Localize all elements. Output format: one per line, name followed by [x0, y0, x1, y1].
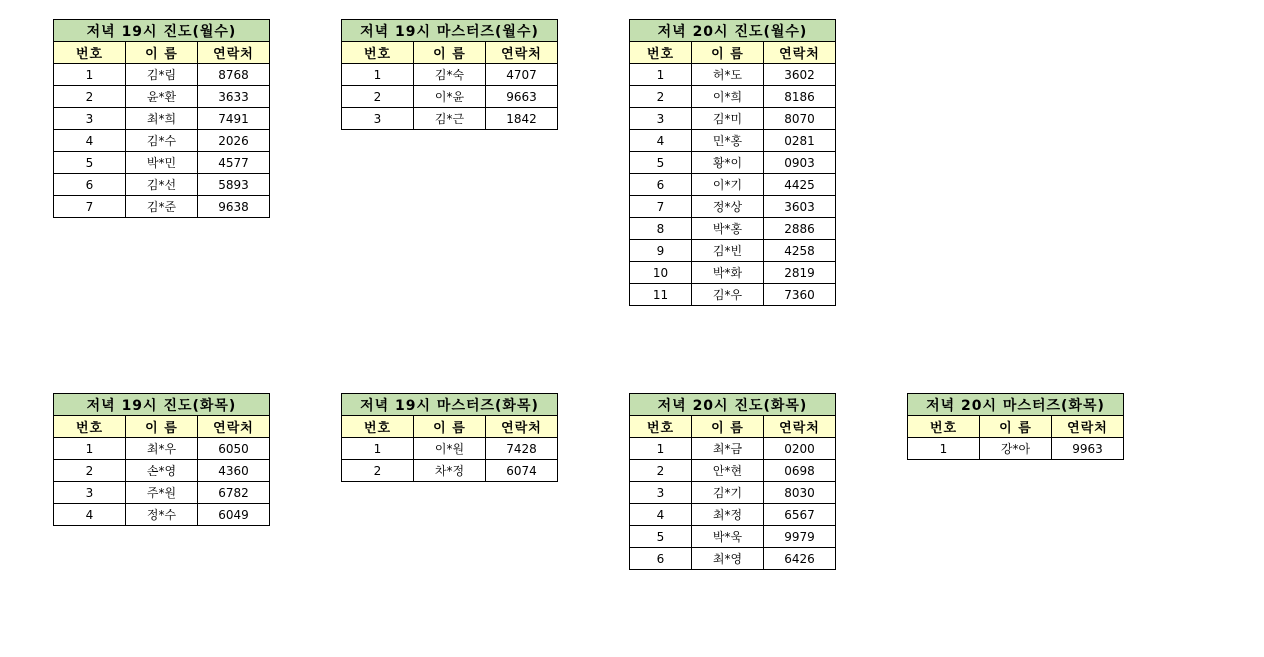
table-row: [342, 64, 558, 86]
table-row: [630, 526, 836, 548]
table-row: [630, 130, 836, 152]
table-title: 저녁 19시 진도(월수): [54, 20, 270, 42]
column-header-name: 이 름: [126, 42, 198, 64]
table-row: [630, 240, 836, 262]
cell-number[interactable]: 10: [630, 262, 692, 284]
cell-name[interactable]: 김*근: [414, 108, 486, 130]
cell-number[interactable]: 1: [54, 64, 126, 86]
cell-contact[interactable]: 9979: [764, 526, 836, 548]
cell-contact[interactable]: 6074: [486, 460, 558, 482]
cell-name[interactable]: 정*상: [692, 196, 764, 218]
cell-contact[interactable]: 0903: [764, 152, 836, 174]
column-header-name: 이 름: [414, 42, 486, 64]
cell-contact[interactable]: 3602: [764, 64, 836, 86]
column-header-number: 번호: [54, 416, 126, 438]
cell-number[interactable]: 6: [630, 174, 692, 196]
roster-table: [53, 393, 270, 526]
table-row: [54, 86, 270, 108]
table-title: 저녁 20시 진도(월수): [630, 20, 836, 42]
table-row: [54, 482, 270, 504]
cell-contact[interactable]: 8186: [764, 86, 836, 108]
cell-number[interactable]: 1: [630, 438, 692, 460]
cell-name[interactable]: 윤*환: [126, 86, 198, 108]
cell-name[interactable]: 김*선: [126, 174, 198, 196]
cell-number[interactable]: 7: [54, 196, 126, 218]
cell-name[interactable]: 김*빈: [692, 240, 764, 262]
column-header-name: 이 름: [692, 416, 764, 438]
cell-number[interactable]: 5: [630, 152, 692, 174]
column-header-contact: 연락처: [1052, 416, 1124, 438]
column-header-number: 번호: [630, 42, 692, 64]
cell-number[interactable]: 3: [342, 108, 414, 130]
cell-contact[interactable]: 7360: [764, 284, 836, 306]
cell-name[interactable]: 박*욱: [692, 526, 764, 548]
roster-table: [53, 19, 270, 218]
cell-number[interactable]: 4: [630, 504, 692, 526]
cell-number[interactable]: 2: [342, 86, 414, 108]
cell-name[interactable]: 최*금: [692, 438, 764, 460]
column-header-contact: 연락처: [198, 416, 270, 438]
cell-contact[interactable]: 7428: [486, 438, 558, 460]
cell-name[interactable]: 황*이: [692, 152, 764, 174]
cell-contact[interactable]: 7491: [198, 108, 270, 130]
cell-contact[interactable]: 4258: [764, 240, 836, 262]
cell-number[interactable]: 11: [630, 284, 692, 306]
table-row: [54, 460, 270, 482]
cell-name[interactable]: 손*영: [126, 460, 198, 482]
column-header-contact: 연락처: [486, 416, 558, 438]
table-row: [54, 504, 270, 526]
cell-name[interactable]: 이*기: [692, 174, 764, 196]
cell-number[interactable]: 9: [630, 240, 692, 262]
table-row: [908, 438, 1124, 460]
cell-contact[interactable]: 0281: [764, 130, 836, 152]
table-row: [54, 438, 270, 460]
table-title: 저녁 19시 마스터즈(화목): [342, 394, 558, 416]
cell-number[interactable]: 1: [908, 438, 980, 460]
cell-number[interactable]: 3: [630, 482, 692, 504]
cell-contact[interactable]: 6049: [198, 504, 270, 526]
cell-name[interactable]: 최*희: [126, 108, 198, 130]
column-header-contact: 연락처: [764, 416, 836, 438]
cell-contact[interactable]: 2819: [764, 262, 836, 284]
cell-contact[interactable]: 6050: [198, 438, 270, 460]
roster-table: [341, 19, 558, 130]
cell-contact[interactable]: 3633: [198, 86, 270, 108]
table-row: [630, 504, 836, 526]
table-row: [54, 174, 270, 196]
table-title: 저녁 20시 진도(화목): [630, 394, 836, 416]
cell-number[interactable]: 3: [54, 108, 126, 130]
cell-number[interactable]: 5: [630, 526, 692, 548]
cell-contact[interactable]: 5893: [198, 174, 270, 196]
cell-name[interactable]: 김*미: [692, 108, 764, 130]
table-row: [630, 108, 836, 130]
cell-contact[interactable]: 8070: [764, 108, 836, 130]
cell-name[interactable]: 차*정: [414, 460, 486, 482]
roster-table: [907, 393, 1124, 460]
table-row: [54, 64, 270, 86]
table-row: [630, 438, 836, 460]
table-row: [54, 152, 270, 174]
cell-number[interactable]: 3: [54, 482, 126, 504]
column-header-contact: 연락처: [486, 42, 558, 64]
cell-contact[interactable]: 4425: [764, 174, 836, 196]
cell-number[interactable]: 1: [630, 64, 692, 86]
cell-name[interactable]: 김*수: [126, 130, 198, 152]
table-row: [630, 460, 836, 482]
cell-contact[interactable]: 0200: [764, 438, 836, 460]
table-row: [54, 196, 270, 218]
cell-contact[interactable]: 8030: [764, 482, 836, 504]
table-row: [342, 438, 558, 460]
column-header-number: 번호: [342, 42, 414, 64]
roster-table: [629, 19, 836, 306]
cell-contact[interactable]: 4360: [198, 460, 270, 482]
table-title: 저녁 19시 마스터즈(월수): [342, 20, 558, 42]
cell-contact[interactable]: 2886: [764, 218, 836, 240]
cell-contact[interactable]: 1842: [486, 108, 558, 130]
table-row: [630, 174, 836, 196]
column-header-number: 번호: [54, 42, 126, 64]
cell-number[interactable]: 2: [630, 86, 692, 108]
cell-contact[interactable]: 6782: [198, 482, 270, 504]
cell-number[interactable]: 8: [630, 218, 692, 240]
cell-number[interactable]: 1: [54, 438, 126, 460]
cell-name[interactable]: 박*화: [692, 262, 764, 284]
table-row: [630, 64, 836, 86]
cell-number[interactable]: 3: [630, 108, 692, 130]
cell-name[interactable]: 박*홍: [692, 218, 764, 240]
column-header-name: 이 름: [980, 416, 1052, 438]
cell-contact[interactable]: 4707: [486, 64, 558, 86]
cell-name[interactable]: 민*홍: [692, 130, 764, 152]
cell-name[interactable]: 이*희: [692, 86, 764, 108]
cell-number[interactable]: 6: [54, 174, 126, 196]
cell-number[interactable]: 1: [342, 438, 414, 460]
cell-name[interactable]: 김*우: [692, 284, 764, 306]
cell-name[interactable]: 박*민: [126, 152, 198, 174]
cell-number[interactable]: 4: [630, 130, 692, 152]
table-title: 저녁 20시 마스터즈(화목): [908, 394, 1124, 416]
table-title: 저녁 19시 진도(화목): [54, 394, 270, 416]
cell-contact[interactable]: 0698: [764, 460, 836, 482]
cell-number[interactable]: 4: [54, 130, 126, 152]
table-row: [54, 108, 270, 130]
cell-name[interactable]: 김*준: [126, 196, 198, 218]
table-row: [54, 130, 270, 152]
table-row: [630, 152, 836, 174]
roster-table: [341, 393, 558, 482]
column-header-name: 이 름: [126, 416, 198, 438]
cell-number[interactable]: 2: [342, 460, 414, 482]
cell-name[interactable]: 김*기: [692, 482, 764, 504]
table-row: [630, 262, 836, 284]
cell-number[interactable]: 4: [54, 504, 126, 526]
table-row: [342, 86, 558, 108]
cell-contact[interactable]: 2026: [198, 130, 270, 152]
cell-name[interactable]: 최*우: [126, 438, 198, 460]
cell-contact[interactable]: 9963: [1052, 438, 1124, 460]
cell-number[interactable]: 6: [630, 548, 692, 570]
cell-number[interactable]: 1: [342, 64, 414, 86]
cell-name[interactable]: 이*원: [414, 438, 486, 460]
cell-name[interactable]: 최*영: [692, 548, 764, 570]
cell-contact[interactable]: 4577: [198, 152, 270, 174]
cell-number[interactable]: 2: [54, 460, 126, 482]
cell-name[interactable]: 정*수: [126, 504, 198, 526]
cell-contact[interactable]: 8768: [198, 64, 270, 86]
cell-name[interactable]: 허*도: [692, 64, 764, 86]
roster-table: [629, 393, 836, 570]
column-header-number: 번호: [342, 416, 414, 438]
cell-contact[interactable]: 3603: [764, 196, 836, 218]
cell-contact[interactable]: 6426: [764, 548, 836, 570]
column-header-number: 번호: [908, 416, 980, 438]
table-row: [630, 86, 836, 108]
cell-name[interactable]: 강*아: [980, 438, 1052, 460]
cell-name[interactable]: 주*원: [126, 482, 198, 504]
cell-name[interactable]: 김*림: [126, 64, 198, 86]
table-row: [342, 108, 558, 130]
cell-name[interactable]: 안*현: [692, 460, 764, 482]
cell-number[interactable]: 2: [54, 86, 126, 108]
cell-name[interactable]: 김*숙: [414, 64, 486, 86]
column-header-name: 이 름: [692, 42, 764, 64]
cell-number[interactable]: 5: [54, 152, 126, 174]
table-row: [630, 482, 836, 504]
cell-number[interactable]: 2: [630, 460, 692, 482]
cell-contact[interactable]: 9638: [198, 196, 270, 218]
table-row: [630, 218, 836, 240]
cell-name[interactable]: 이*윤: [414, 86, 486, 108]
cell-contact[interactable]: 9663: [486, 86, 558, 108]
cell-contact[interactable]: 6567: [764, 504, 836, 526]
column-header-contact: 연락처: [198, 42, 270, 64]
table-row: [630, 196, 836, 218]
cell-number[interactable]: 7: [630, 196, 692, 218]
column-header-contact: 연락처: [764, 42, 836, 64]
table-row: [630, 284, 836, 306]
column-header-number: 번호: [630, 416, 692, 438]
table-row: [342, 460, 558, 482]
column-header-name: 이 름: [414, 416, 486, 438]
table-row: [630, 548, 836, 570]
cell-name[interactable]: 최*정: [692, 504, 764, 526]
